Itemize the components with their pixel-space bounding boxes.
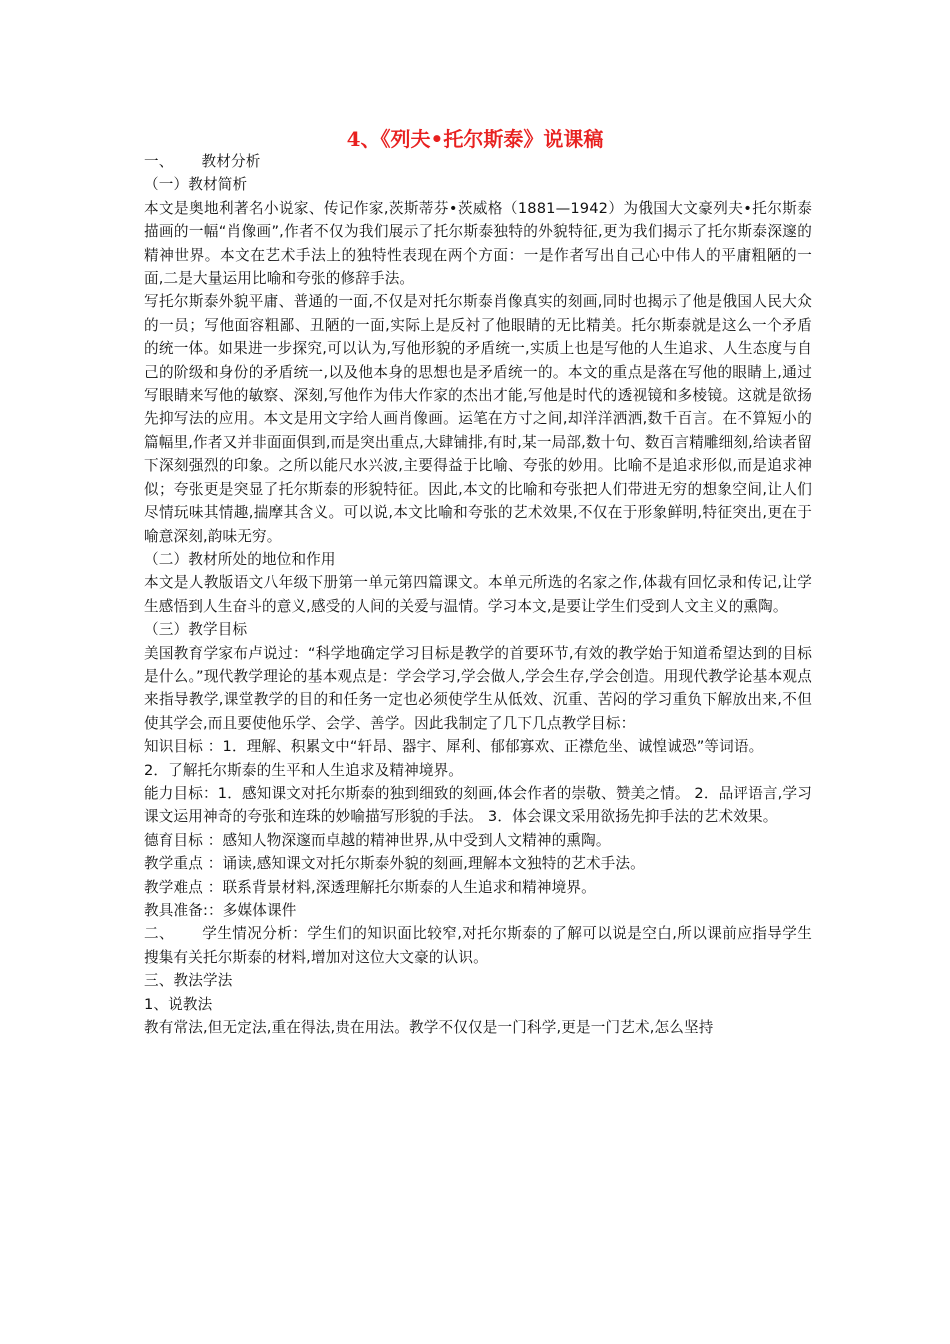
paragraph: 能力目标：1．感知课文对托尔斯泰的独到细致的刻画,体会作者的崇敬、赞美之情。 2．品评语言,学习课文运用神奇的夸张和连珠的妙喻描写形貌的手法。 3．体会课文采用欲扬先抑手法的艺术效果。 bbox=[144, 784, 812, 826]
paragraph: 知识目标 ：1．理解、积累文中“轩昂、器宇、犀利、郁郁寡欢、正襟危坐、诚惶诚恐”等词语。 bbox=[144, 738, 764, 756]
subsection-heading: （二）教材所处的地位和作用 bbox=[144, 550, 336, 568]
subsection-heading: （一）教材简析 bbox=[144, 176, 248, 194]
section-number: 二、 bbox=[144, 925, 174, 943]
document-title: 4、《列夫•托尔斯泰》说课稿 bbox=[346, 127, 604, 151]
section-number: 一、 bbox=[144, 153, 174, 170]
paragraph: 美国教育学家布卢说过：“科学地确定学习目标是教学的首要环节,有效的教学始于知道希望达到的目标是什么。”现代教学理论的基本观点是：学会学习,学会做人,学会生存,学会创造。用现代教学论基本观点来指导教学,课堂教学的目的和任务一定也必须使学生从低效、沉重、苦闷的学习重负下解放出来,不但使其学会,而且要使他乐学、会学、善学。因此我制定了几下几点教学目标： bbox=[144, 644, 812, 732]
paragraph: 教学重点 ：诵读,感知课文对托尔斯泰外貌的刻画,理解本文独特的艺术手法。 bbox=[144, 855, 645, 873]
paragraph: 本文是人教版语文八年级下册第一单元第四篇课文。本单元所选的名家之作,体裁有回忆录和传记,让学生感悟到人生奋斗的意义,感受的人间的关爱与温情。学习本文,是要让学生们受到人文主义的熏陶。 bbox=[144, 574, 812, 615]
paragraph: 教学难点 ：联系背景材料,深透理解托尔斯泰的人生追求和精神境界。 bbox=[144, 878, 596, 896]
paragraph: 教具准备:：多媒体课件 bbox=[144, 902, 297, 919]
section-heading-text: 学生情况分析：学生们的知识面比较窄,对托尔斯泰的了解可以说是空白,所以课前应指导学生搜集有关托尔斯泰的材料,增加对这位大文豪的认识。 bbox=[144, 925, 812, 966]
section-heading-text: 教材分析 bbox=[201, 153, 261, 170]
section-heading bbox=[144, 150, 812, 173]
paragraph: 本文是奥地利著名小说家、传记作家,茨斯蒂芬•茨威格（1881—1942）为俄国大文豪列夫•托尔斯泰描画的一幅“肖像画”,作者不仅为我们展示了托尔斯泰独特的外貌特征,更为我们揭示了托尔斯泰深邃的精神世界。本文在艺术手法上的独特性表现在两个方面：一是作者写出自己心中伟人的平庸粗陋的一面,二是大量运用比喻和夸张的修辞手法。 bbox=[144, 199, 812, 288]
section-heading: 三、教法学法 bbox=[144, 972, 233, 990]
paragraph: 德育目标 ：感知人物深邃而卓越的精神世界,从中受到人文精神的熏陶。 bbox=[144, 831, 611, 849]
paragraph: 教有常法,但无定法,重在得法,贵在用法。教学不仅仅是一门科学,更是一门艺术,怎么坚持 bbox=[144, 1019, 714, 1037]
paragraph: 写托尔斯泰外貌平庸、普通的一面,不仅是对托尔斯泰肖像真实的刻画,同时也揭示了他是俄国人民大众的一员；写他面容粗鄙、丑陋的一面,实际上是反衬了他眼睛的无比精美。托尔斯泰就是这么一个矛盾的统一体。如果进一步探究,可以认为,写他形貌的矛盾统一,实质上也是写他的人生追求、人生态度与自己的阶级和身份的矛盾统一,以及他本身的思想也是矛盾统一的。本文的重点是落在写他的眼睛上,通过写眼睛来写他的敏察、深刻,写他作为伟大作家的杰出才能,写他是时代的透视镜和多棱镜。这就是欲扬先抑写法的应用。本文是用文字给人画肖像画。运笔在方寸之间,却洋洋洒洒,数千百言。在不算短小的篇幅里,作者又并非面面俱到,而是突出重点,大肆铺排,有时,某一局部,数十句、数百言精雕细刻,给读者留下深刻强烈的印象。之所以能尺水兴波,主要得益于比喻、夸张的妙用。比喻不是追求形似,而是追求神似；夸张更是突显了托尔斯泰的形貌特征。因此,本文的比喻和夸张把人们带进无穷的想象空间,让人们尽情玩味其情趣,揣摩其含义。可以说,本文比喻和夸张的艺术效果,不仅在于形象鲜明,特征突出,更在于喻意深刻,韵味无穷。 bbox=[144, 293, 812, 545]
document-body bbox=[144, 150, 812, 1039]
paragraph: 2．了解托尔斯泰的生平和人生追求及精神境界。 bbox=[144, 761, 464, 779]
subsection-heading: 1、说教法 bbox=[144, 995, 213, 1013]
section-heading bbox=[144, 922, 812, 969]
subsection-heading: （三）教学目标 bbox=[144, 621, 248, 639]
